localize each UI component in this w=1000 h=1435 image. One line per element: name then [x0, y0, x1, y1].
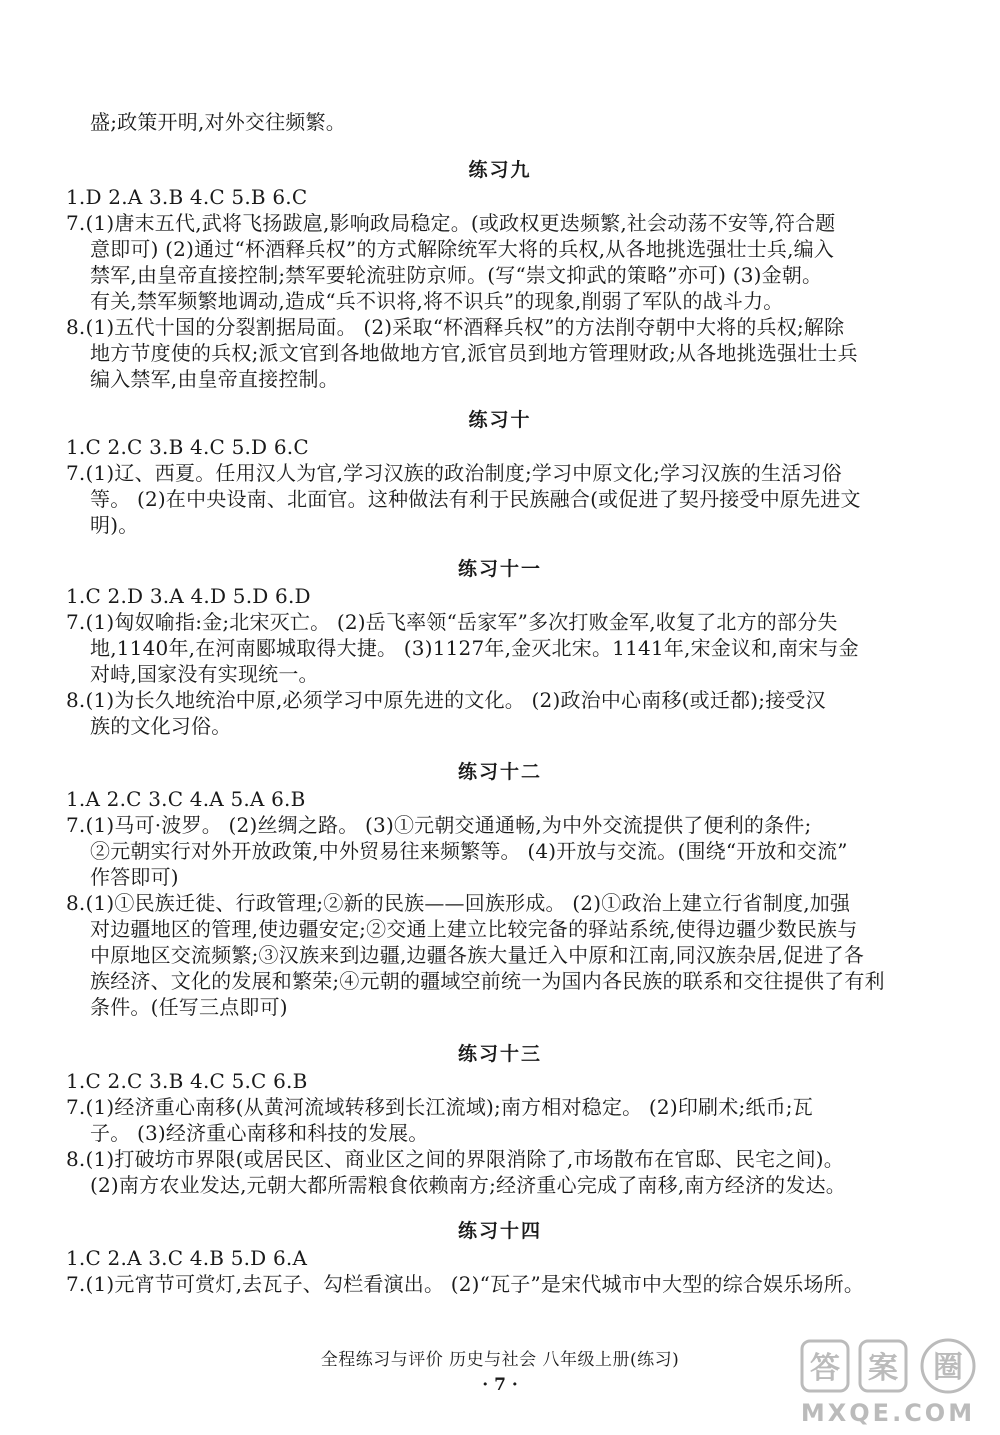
answer-line: 地,1140年,在河南郾城取得大捷。 (3)1127年,金灭北宋。1141年,宋金议和,南宋与金 [90, 636, 859, 660]
page-number: · 7 · [482, 1375, 518, 1395]
section-heading-14: 练习十四 [457, 1220, 542, 1242]
section-heading-12: 练习十二 [457, 761, 542, 783]
answer-line: 7.(1)经济重心南移(从黄河流域转移到长江流域);南方相对稳定。 (2)印刷术;纸币;瓦 [66, 1095, 813, 1119]
mcq-answers-13: 1.C 2.C 3.B 4.C 5.C 6.B [66, 1069, 308, 1093]
section-heading-10: 练习十 [468, 409, 532, 431]
answer-line: 8.(1)五代十国的分裂割据局面。 (2)采取“杯酒释兵权”的方法削夺朝中大将的兵权;解除 [66, 315, 845, 339]
answer-line: 条件。(任写三点即可) [90, 995, 288, 1019]
answer-line: 7.(1)唐末五代,武将飞扬跋扈,影响政局稳定。(或政权更迭频繁,社会动荡不安等,符合题 [66, 211, 836, 235]
intro-line: 盛;政策开明,对外交往频繁。 [90, 110, 346, 134]
watermark-char-2: 案 [868, 1351, 898, 1386]
answer-line: 8.(1)①民族迁徙、行政管理;②新的民族——回族形成。 (2)①政治上建立行省制度,加强 [66, 891, 851, 915]
answer-line: 7.(1)辽、西夏。任用汉人为官,学习汉族的政治制度;学习中原文化;学习汉族的生活习俗 [66, 461, 842, 485]
watermark-char-3: 圈 [933, 1350, 963, 1385]
mcq-answers-12: 1.A 2.C 3.C 4.A 5.A 6.B [66, 787, 306, 811]
mcq-answers-14: 1.C 2.A 3.C 4.B 5.D 6.A [66, 1246, 308, 1270]
answer-line: 作答即可) [90, 865, 179, 889]
answer-line: 族经济、文化的发展和繁荣;④元朝的疆域空前统一为国内各民族的联系和交往提供了有利 [90, 969, 885, 993]
watermark-logo [788, 1337, 988, 1429]
answer-line: 7.(1)匈奴喻指:金;北宋灭亡。 (2)岳飞率领“岳家军”多次打败金军,收复了北方的部分失 [66, 610, 838, 634]
answer-line: 有关,禁军频繁地调动,造成“兵不识将,将不识兵”的现象,削弱了军队的战斗力。 [90, 289, 784, 313]
answer-line: 7.(1)马可·波罗。 (2)丝绸之路。 (3)①元朝交通通畅,为中外交流提供了便利的条件; [66, 813, 812, 837]
mcq-answers-9: 1.D 2.A 3.B 4.C 5.B 6.C [66, 185, 308, 209]
section-heading-13: 练习十三 [457, 1043, 542, 1065]
answer-line: 7.(1)元宵节可赏灯,去瓦子、勾栏看演出。 (2)“瓦子”是宋代城市中大型的综合娱乐场所。 [66, 1272, 865, 1296]
footer-book-title: 全程练习与评价 历史与社会 八年级上册(练习) [320, 1350, 680, 1370]
watermark-char-1: 答 [810, 1351, 840, 1386]
answer-line: (2)南方农业发达,元朝大都所需粮食依赖南方;经济重心完成了南移,南方经济的发达。 [90, 1173, 846, 1197]
answer-line: 对峙,国家没有实现统一。 [90, 662, 319, 686]
section-heading-9: 练习九 [468, 159, 532, 181]
mcq-answers-11: 1.C 2.D 3.A 4.D 5.D 6.D [66, 584, 311, 608]
answer-line: 族的文化习俗。 [90, 714, 232, 738]
watermark-site: MXQE.COM [800, 1399, 976, 1427]
answer-line: 地方节度使的兵权;派文官到各地做地方官,派官员到地方管理财政;从各地挑选强壮士兵 [90, 341, 858, 365]
answer-line: 8.(1)打破坊市界限(或居民区、商业区之间的界限消除了,市场散布在官邸、民宅之间)。 [66, 1147, 844, 1171]
answer-line: 8.(1)为长久地统治中原,必须学习中原先进的文化。 (2)政治中心南移(或迁都);接受汉 [66, 688, 826, 712]
answer-line: 禁军,由皇帝直接控制;禁军要轮流驻防京师。(写“崇文抑武的策略”亦可) (3)金朝。 [90, 263, 823, 287]
answer-line: 等。 (2)在中央设南、北面官。这种做法有利于民族融合(或促进了契丹接受中原先进文 [90, 487, 861, 511]
watermark-logo-icon [788, 1337, 988, 1429]
answer-line: 对边疆地区的管理,使边疆安定;②交通上建立比较完备的驿站系统,使得边疆少数民族与 [90, 917, 858, 941]
mcq-answers-10: 1.C 2.C 3.B 4.C 5.D 6.C [66, 435, 309, 459]
answer-line: 子。 (3)经济重心南移和科技的发展。 [90, 1121, 429, 1145]
answer-line: 编入禁军,由皇帝直接控制。 [90, 367, 339, 391]
section-heading-11: 练习十一 [457, 558, 542, 580]
answer-line: 意即可) (2)通过“杯酒释兵权”的方式解除统军大将的兵权,从各地挑选强壮士兵,编入 [90, 237, 835, 261]
answer-line: ②元朝实行对外开放政策,中外贸易往来频繁等。 (4)开放与交流。(围绕“开放和交流” [90, 839, 848, 863]
answer-line: 明)。 [90, 513, 139, 537]
answer-line: 中原地区交流频繁;③汉族来到边疆,边疆各族大量迁入中原和江南,同汉族杂居,促进了各 [90, 943, 865, 967]
